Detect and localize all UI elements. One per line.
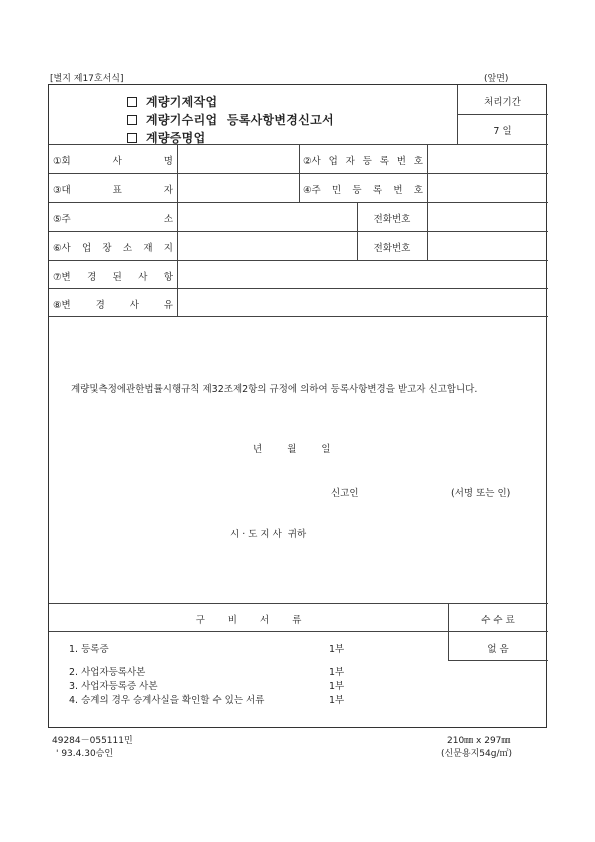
company-name-label: ①회 사 명 bbox=[53, 156, 173, 167]
business-location-field[interactable] bbox=[178, 232, 356, 259]
processing-period-value: 7 일 bbox=[493, 126, 512, 137]
business-reg-no-label: ②사 업 자 등 록 번 호 bbox=[303, 156, 423, 167]
document-item: 2. 사업자등록사본 bbox=[69, 667, 146, 678]
paper-type: (신문용지54g/㎡) bbox=[441, 749, 512, 759]
approval-date: ' 93.4.30승인 bbox=[56, 749, 114, 759]
required-documents-header: 구 비 서 류 bbox=[195, 615, 302, 626]
address-label: ⑤주 소 bbox=[53, 214, 173, 225]
change-reason-field[interactable] bbox=[178, 289, 547, 315]
fee-value: 없 음 bbox=[487, 644, 509, 655]
representative-field[interactable] bbox=[178, 174, 298, 201]
change-reason-label: ⑧변 경 사 유 bbox=[53, 300, 173, 311]
phone-label-2: 전화번호 bbox=[373, 243, 411, 254]
signature-label: (서명 또는 인) bbox=[451, 488, 511, 499]
changed-items-field[interactable] bbox=[178, 261, 547, 287]
address-field[interactable] bbox=[178, 203, 356, 230]
title-option-repair: 계량기수리업 등록사항변경신고서 bbox=[127, 111, 334, 128]
fee-header: 수 수 료 bbox=[481, 615, 515, 626]
declaration-statement: 계량및측정에관한법률시행규칙 제32조제2항의 규정에 의하여 등록사항변경을 받고자 신고합니다. bbox=[71, 384, 478, 395]
company-name-field[interactable] bbox=[178, 145, 298, 172]
resident-reg-no-field[interactable] bbox=[428, 174, 547, 201]
date-line: 년 월 일 bbox=[253, 444, 331, 455]
changed-items-label: ⑦변 경 된 사 항 bbox=[53, 272, 173, 283]
title-option-manufacture: 계량기제작업 bbox=[127, 93, 217, 110]
document-qty: 1부 bbox=[329, 695, 345, 706]
document-qty: 1부 bbox=[329, 644, 345, 655]
checkbox-icon[interactable] bbox=[127, 133, 137, 143]
applicant-label: 신고인 bbox=[331, 488, 359, 499]
representative-label: ③대 표 자 bbox=[53, 185, 173, 196]
registration-change-form bbox=[48, 84, 547, 728]
checkbox-icon[interactable] bbox=[127, 97, 137, 107]
title-option-certification: 계량증명업 bbox=[127, 129, 205, 146]
checkbox-icon[interactable] bbox=[127, 115, 137, 125]
document-item: 3. 사업자등록증 사본 bbox=[69, 681, 158, 692]
document-qty: 1부 bbox=[329, 667, 345, 678]
resident-reg-no-label: ④주 민 등 록 번 호 bbox=[303, 185, 423, 196]
phone-label-1: 전화번호 bbox=[373, 214, 411, 225]
document-qty: 1부 bbox=[329, 681, 345, 692]
page-side-label: (앞면) bbox=[484, 74, 509, 84]
document-item: 4. 승계의 경우 승계사실을 확인할 수 있는 서류 bbox=[69, 695, 265, 706]
form-code: 49284－055111민 bbox=[52, 736, 133, 746]
business-location-label: ⑥사 업 장 소 재 지 bbox=[53, 243, 173, 254]
addressee: 시 · 도 지 사 귀하 bbox=[230, 529, 307, 540]
processing-period-label: 처리기간 bbox=[484, 97, 521, 108]
phone-field-1[interactable] bbox=[428, 203, 547, 230]
form-number: [별지 제17호서식] bbox=[50, 74, 124, 84]
form-title-suffix: 등록사항변경신고서 bbox=[226, 113, 334, 127]
paper-size: 210㎜ x 297㎜ bbox=[447, 736, 511, 746]
business-reg-no-field[interactable] bbox=[428, 145, 547, 172]
phone-field-2[interactable] bbox=[428, 232, 547, 259]
document-item: 1. 등록증 bbox=[69, 644, 109, 655]
